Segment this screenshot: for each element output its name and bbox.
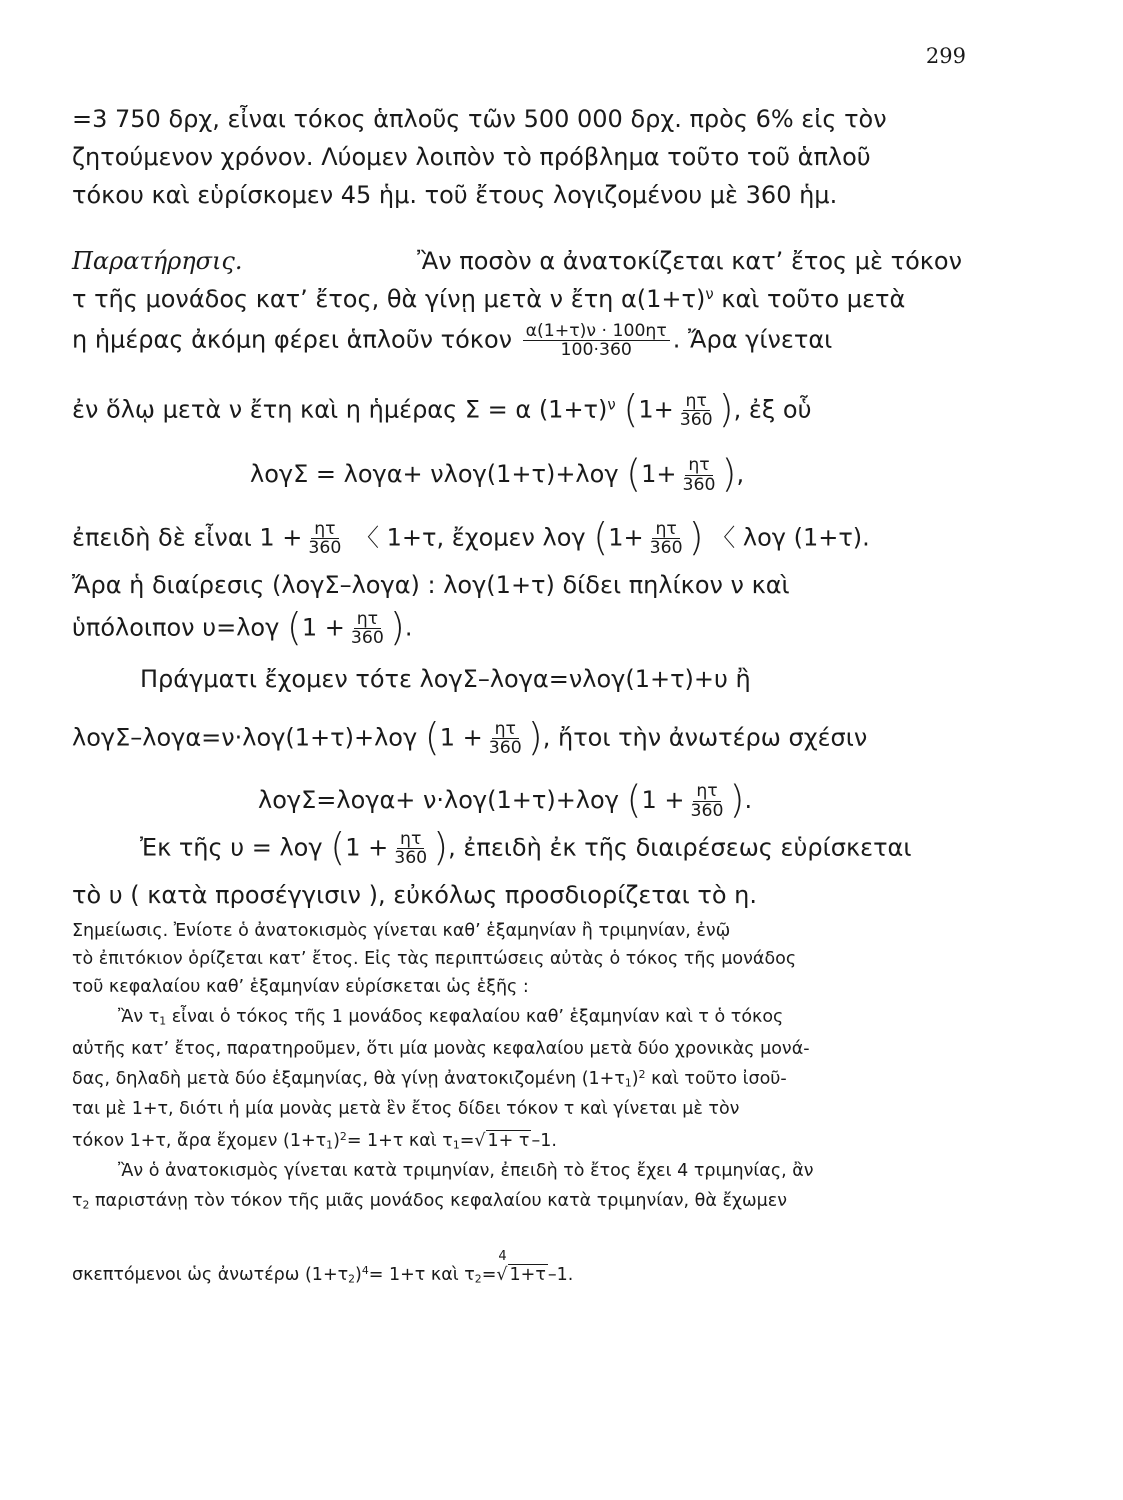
note-line-6 [72, 1066, 962, 1092]
root-index: 4 [498, 1249, 507, 1264]
one-plus: 1+ [638, 395, 674, 424]
note-line-7: ται μὲ 1+τ, διότι ἡ μία μονὰς μετὰ ἓν ἔτος δίδει τόκον τ καὶ γίνεται μὲ τὸν [72, 1099, 740, 1119]
eta-tau-fraction [677, 392, 716, 429]
square-root: √ 1+ τ [474, 1131, 530, 1151]
note-line-2: τὸ ἐπιτόκιον ὁρίζεται κατ’ ἔτος. Εἰς τὰς περιπτώσεις αὐτὰς ὁ τόκος τῆς μονάδος [72, 949, 797, 969]
remark-line-2-end: καὶ τοῦτο μετὰ [713, 285, 906, 313]
remark-line-2-text: τ τῆς μονάδος κατ’ ἔτος, θὰ γίνῃ μετὰ ν ἔτη α(1+τ) [72, 285, 706, 313]
paren-close: ) [718, 387, 734, 433]
exponent-nu: ν [607, 395, 616, 414]
line-13-start: λογΣ–λογα=ν·λογ(1+τ)+λογ [72, 723, 418, 752]
frac-den: 360 [350, 628, 384, 649]
paren-open: ( [330, 825, 346, 871]
remark-line-1 [72, 244, 962, 278]
frac-num: ητ [683, 392, 710, 411]
frac-num: ητ [685, 456, 712, 475]
text-line-16: τὸ υ ( κατὰ προσέγγισιν ), εὐκόλως προσδιορίζεται τὸ η. [72, 881, 757, 909]
note-11-start: σκεπτόμενοι ὡς ἀνωτέρω (1+τ [72, 1265, 349, 1285]
fraction-denominator: 100·360 [560, 340, 632, 361]
paren-open: ( [623, 387, 639, 433]
frac-den: 360 [679, 410, 713, 431]
frac-den: 360 [649, 538, 683, 559]
note-line-9: Ἂν ὁ ἀνατοκισμὸς γίνεται κατὰ τριμηνίαν, ἐπειδὴ τὸ ἔτος ἔχει 4 τριμηνίας, ἂν [118, 1161, 814, 1181]
eta-tau-fraction [305, 520, 344, 557]
note-11-end: –1. [547, 1265, 574, 1285]
one-plus: 1 + [301, 613, 345, 642]
note-line-10 [72, 1188, 962, 1214]
one-plus: 1+ [641, 460, 677, 488]
frac-den: 360 [488, 738, 522, 759]
subscript-2: 2 [474, 1272, 482, 1286]
exponent-2: 2 [339, 1130, 347, 1144]
subscript-1: 1 [452, 1138, 460, 1152]
equals: = [481, 1265, 497, 1285]
note-10-start: τ [72, 1191, 83, 1211]
subscript-2: 2 [348, 1272, 356, 1286]
subscript-1: 1 [624, 1076, 632, 1090]
paren-close: ) [527, 715, 543, 761]
line-13-end: , ἤτοι τὴν ἀνωτέρω σχέσιν [542, 723, 868, 752]
frac-num: ητ [492, 720, 519, 739]
note-line-8 [72, 1128, 962, 1154]
page-number: 299 [925, 44, 966, 68]
one-plus: 1 + [345, 833, 389, 862]
paren-close: ) [729, 777, 745, 823]
frac-den: 360 [394, 848, 428, 869]
remark-line-4-text: ἐν ὅλῳ μετὰ ν ἔτη καὶ η ἡμέρας Σ = α (1+τ) [72, 395, 608, 424]
equals: = [459, 1131, 475, 1151]
remark-line-3-text: η ἡμέρας ἀκόμη φέρει ἁπλοῦν τόκον [72, 325, 513, 354]
fraction-numerator: α(1+τ)ν · 100ητ [523, 322, 670, 341]
note-line-1: Σημείωσις. Ἐνίοτε ὁ ἀνατοκισμὸς γίνεται καθ’ ἑξαμηνίαν ἢ τριμηνίαν, ἐνῷ [72, 921, 731, 941]
paren-open: ( [286, 605, 302, 651]
exponent-4: 4 [361, 1264, 369, 1278]
frac-num: ητ [354, 610, 381, 629]
radicand: 1+τ [509, 1265, 546, 1285]
text-line-2: ζητούμενον χρόνον. Λύομεν λοιπὸν τὸ πρόβλημα τοῦτο τοῦ ἁπλοῦ [72, 143, 871, 171]
text-line-11: ὑπόλοιπον υ=λογ (1 + $\frac{\eta\tau}{360}$ ). [72, 605, 413, 651]
note-10-rest: παριστάνῃ τὸν τόκον τῆς μιᾶς μονάδος κεφαλαίου κατὰ τριμηνίαν, θὰ ἔχωμεν [89, 1191, 788, 1211]
note-line-4 [118, 1004, 962, 1030]
paren-open: ( [593, 515, 609, 561]
equation-2-lhs: λογΣ=λογα+ ν·λογ(1+τ)+λογ [258, 786, 619, 814]
eta-tau-fraction [486, 720, 525, 757]
subscript-2: 2 [82, 1198, 90, 1212]
one-plus: 1+ [608, 523, 644, 552]
line-9-end: 〈 λογ (1+τ). [711, 523, 870, 552]
remark-heading: Παρατήρησις. [72, 247, 243, 275]
remark-line-1-text: Ἂν ποσὸν α ἀνατοκίζεται κατ’ ἔτος μὲ τόκον [417, 247, 962, 275]
one-plus: 1 + [439, 723, 483, 752]
exponent-nu: ν [705, 284, 714, 303]
remark-line-3 [72, 322, 962, 359]
equation-1: λογΣ = λογα+ νλογ(1+τ)+λογ (1+ $\frac{\eta\tau}{360}$ ), [250, 451, 745, 497]
paren-close: ) [688, 515, 704, 561]
subscript-1: 1 [326, 1138, 334, 1152]
eta-tau-fraction [688, 782, 727, 819]
paren-open: ( [424, 715, 440, 761]
text-line-9 [72, 515, 962, 561]
frac-den: 360 [682, 474, 716, 495]
subscript-1: 1 [159, 1014, 167, 1028]
frac-den: 360 [308, 538, 342, 559]
remark-line-2 [72, 282, 962, 316]
text-line-10: Ἄρα ἡ διαίρεσις (λογΣ–λογα) : λογ(1+τ) δίδει πηλίκον ν καὶ [72, 571, 790, 599]
frac-num: ητ [693, 782, 720, 801]
remark-line-3-end: . Ἄρα γίνεται [672, 325, 833, 354]
paren-close: ) [433, 825, 449, 871]
interest-fraction [523, 322, 670, 359]
remark-line-4-end: , ἐξ οὗ [733, 395, 812, 424]
line-15-end: , ἐπειδὴ ἐκ τῆς διαιρέσεως εὑρίσκεται [448, 833, 912, 862]
eta-tau-fraction [647, 520, 686, 557]
close-paren: ) [631, 1069, 639, 1089]
line-15-start: Ἐκ τῆς υ = λογ [140, 833, 323, 862]
note-8-start: τόκον 1+τ, ἄρα ἔχομεν (1+τ [72, 1131, 327, 1151]
text-line-3: τόκου καὶ εὑρίσκομεν 45 ἡμ. τοῦ ἔτους λογιζομένου μὲ 360 ἡμ. [72, 181, 838, 209]
radicand: 1+ τ [487, 1131, 530, 1151]
text-line-15 [140, 825, 962, 871]
paren-close: ) [389, 605, 405, 651]
one-plus: 1 + [641, 786, 685, 814]
equation-2: λογΣ=λογα+ ν·λογ(1+τ)+λογ (1 + $\frac{\eta\tau}{360}$ ). [258, 777, 753, 823]
note-8-mid: = 1+τ καὶ τ [346, 1131, 453, 1151]
note-6-end: καὶ τοῦτο ἰσοῦ- [645, 1069, 787, 1089]
text-line-1: =3 750 δρχ, εἶναι τόκος ἁπλοῦς τῶν 500 000 δρχ. πρὸς 6% εἰς τὸν [72, 105, 887, 133]
frac-num: ητ [311, 520, 338, 539]
paren-open: ( [626, 451, 642, 497]
note-line-11 [72, 1249, 962, 1288]
frac-num: ητ [397, 830, 424, 849]
text-line-13 [72, 715, 962, 761]
paren-close: ) [721, 451, 737, 497]
remark-line-4 [72, 387, 962, 433]
note-line-5: αὐτῆς κατ’ ἔτος, παρατηροῦμεν, ὅτι μία μονὰς κεφαλαίου μετὰ δύο χρονικὰς μονά- [72, 1039, 810, 1059]
paren-open: ( [626, 777, 642, 823]
line-9-mid: 〈 1+τ, ἔχομεν λογ [355, 523, 586, 552]
line-9-start: ἐπειδὴ δὲ εἶναι 1 + [72, 523, 303, 552]
close-paren: ) [333, 1131, 340, 1151]
exponent-2: 2 [638, 1068, 646, 1082]
note-8-end: –1. [531, 1131, 557, 1151]
note-11-mid: = 1+τ καὶ τ [368, 1265, 475, 1285]
note-6-start: δας, δηλαδὴ μετὰ δύο ἑξαμηνίας, θὰ γίνῃ ἀνατοκιζομένη (1+τ [72, 1069, 625, 1089]
fourth-root: 4 √ 1+τ [496, 1262, 548, 1288]
eta-tau-fraction [391, 830, 430, 867]
eta-tau-fraction [348, 610, 387, 647]
equation-1-lhs: λογΣ = λογα+ νλογ(1+τ)+λογ [250, 460, 619, 488]
frac-num: ητ [652, 520, 679, 539]
note-line-3: τοῦ κεφαλαίου καθ’ ἑξαμηνίαν εὑρίσκεται ὡς ἑξῆς : [72, 977, 529, 997]
note-4-start: Ἂν τ [118, 1007, 160, 1027]
eta-tau-fraction [680, 456, 719, 493]
note-4-rest: εἶναι ὁ τόκος τῆς 1 μονάδος κεφαλαίου καθ’ ἑξαμηνίαν καὶ τ ὁ τόκος [166, 1007, 784, 1027]
frac-den: 360 [690, 800, 724, 821]
close-paren: ) [355, 1265, 362, 1285]
line-11-start: ὑπόλοιπον υ=λογ [72, 613, 280, 642]
text-line-12: Πράγματι ἔχομεν τότε λογΣ–λογα=νλογ(1+τ)+υ ἢ [140, 665, 751, 693]
